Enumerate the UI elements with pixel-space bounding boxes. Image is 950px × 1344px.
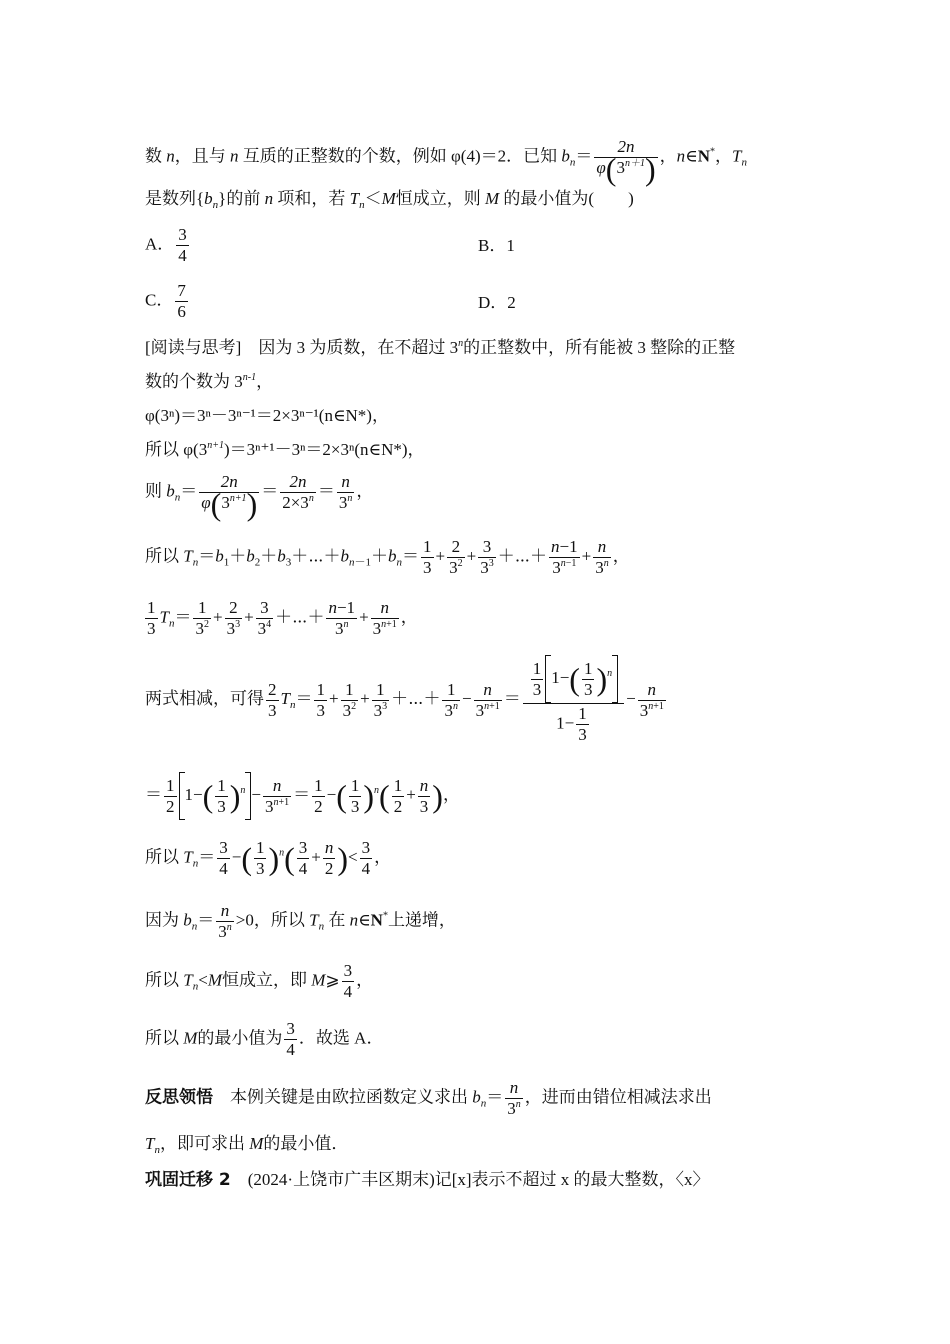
reflection-heading: 反思领悟: [145, 1087, 213, 1108]
reflection-line-2: $T_n$，即可求出 M的最小值．: [145, 1134, 349, 1156]
sub-n: n: [212, 199, 219, 211]
fraction: $\frac{3}{4}$: [361, 838, 371, 878]
numerator: n: [593, 537, 611, 558]
analysis-line-12: 所以 $T_n<M$恒成立，即 M⩾ $\frac{3}{4}$ ，: [145, 961, 374, 1001]
fraction: $\frac{1}{3^2}$: [195, 598, 209, 638]
paren: (: [605, 151, 617, 188]
sub-n: n: [359, 199, 365, 211]
text-run: 的最小值为: [197, 1028, 283, 1048]
numerator: 2n: [199, 472, 259, 493]
text-run: 的正整数中，所有能被 3 整除的正整: [463, 338, 736, 357]
denominator: 3: [423, 558, 432, 577]
text-run: 因为: [145, 910, 179, 930]
fraction: $\frac{2}{3^3}$: [226, 598, 241, 638]
option-label: B．: [478, 236, 507, 255]
var-b: b: [166, 481, 175, 501]
problem-line-1: 数 n，且与 n 互质的正整数的个数，例如 φ(4)＝2．已知 $b_n=$ $\frac{2n}{\varphi(3^{n+1})}$ ，n∈N*，$T_n$: [145, 137, 747, 188]
lt: ＜: [364, 189, 382, 208]
option-label: A．: [145, 234, 175, 254]
denominator: $3^{n-1}$: [552, 558, 577, 577]
text-run: 项和，若: [277, 189, 346, 208]
option-value: 2: [507, 293, 516, 312]
phi-formula: φ(3ⁿ)＝3ⁿ－3ⁿ⁻¹＝2×3ⁿ⁻¹(n∈N*)，: [145, 406, 389, 425]
var-M: M: [484, 189, 500, 208]
var-b: b: [204, 189, 213, 208]
star: *: [709, 146, 715, 158]
option-b[interactable]: [478, 235, 515, 257]
equals: ＝: [575, 146, 593, 166]
consolidation-heading: 巩固迁移 2: [145, 1170, 231, 1190]
fraction: $\frac{n}{3^{n+1}}$: [372, 598, 397, 638]
num-text: 2n: [617, 137, 635, 156]
fraction: $\frac{1}{3^3}$: [373, 679, 388, 720]
text-run: ，进而由错位相减法求出: [524, 1087, 712, 1107]
text-run: 两式相减，可得: [145, 688, 264, 708]
exp: n-1: [242, 372, 257, 383]
fraction: [280, 472, 316, 513]
text-run: 互质的正整数的个数，例如: [242, 146, 447, 166]
option-value: 1: [506, 236, 515, 255]
fraction: $\frac{3}{4}$: [286, 1019, 295, 1059]
var-n: n: [166, 146, 175, 166]
sub-n: n: [192, 556, 199, 569]
text-run: (2024·上饶市广丰区期末)记[x]表示不超过 x 的最大整数，〈x〉: [230, 1170, 710, 1189]
sub-n: n: [174, 491, 181, 504]
text-run: 是数列{: [145, 189, 205, 208]
fraction: $\frac{3}{4}$: [219, 838, 228, 878]
fraction: $\frac{2}{3}$: [268, 679, 277, 720]
fraction: [447, 537, 465, 578]
text-run: }的前: [218, 189, 261, 208]
text-run: ．故选 A．: [298, 1028, 384, 1048]
denominator: $2\times 3^n$: [282, 493, 314, 512]
text-run: )＝3ⁿ⁺¹－3ⁿ＝2×3ⁿ(n∈N*)，: [223, 440, 425, 459]
denominator: 3$^n$: [338, 493, 353, 512]
base: 3: [616, 158, 625, 177]
fraction: $\frac{3}{3^4}$: [257, 598, 272, 638]
text-run: 所以 φ(3: [145, 440, 208, 459]
denominator: 6: [177, 302, 186, 321]
sub-n: n: [741, 156, 747, 169]
exp: n: [458, 338, 464, 349]
denominator: 3$^n$: [595, 558, 609, 577]
analysis-heading: [阅读与思考]: [145, 338, 242, 357]
analysis-line-11: 因为 $b_n=$ $\frac{n}{3^n}$ >0，所以 $T_n$ 在 n∈N*上递增，: [145, 901, 456, 941]
text-run: 的最小值．: [263, 1134, 349, 1153]
text-run: ．已知: [506, 146, 558, 166]
numerator: 7: [177, 281, 186, 300]
var-n: n: [676, 146, 686, 166]
analysis-line-13: 所以 M的最小值为 $\frac{3}{4}$ ．故选 A．: [145, 1019, 384, 1059]
text-run: 的最小值为( ): [503, 189, 634, 208]
consolidation-line: [145, 1169, 710, 1191]
fraction: [549, 537, 580, 578]
fraction: $\frac{n}{3^n}$: [507, 1078, 521, 1118]
text-run: 数的个数为 3: [145, 372, 243, 391]
analysis-line-3: [145, 405, 389, 427]
text-run: 数: [145, 146, 162, 166]
geometric-sum-fraction: $\frac{1}{3}$ 1−( $\frac{1}{3}$ )$^n$ 1− $\frac{1}{3}$: [523, 655, 624, 745]
var-M: M: [381, 189, 396, 208]
analysis-line-9: ＝ $\frac{1}{2}$ 1−( $\frac{1}{3}$ )$^n$ − $\frac{n}{3^{n+1}}$ ＝ $\frac{1}{2}$ −( $\frac{1}{3}$ )$^n$( $\frac{1}{2}$ + $\frac{n}{3}$ )，: [145, 772, 460, 820]
option-c[interactable]: [145, 281, 190, 322]
text-run: 所以: [145, 1028, 179, 1048]
problem-line-2: [145, 188, 634, 210]
analysis-line-5: 则 $b_n=$ $\frac{2n}{\varphi(3^{n+1})}$ ＝ $\frac{2n}{2\times 3^n}$ ＝ $\frac{n}{3^n}$ ，: [145, 472, 374, 523]
text-run: 所以: [145, 970, 179, 990]
option-label: C．: [145, 290, 174, 310]
text-run: 本例关键是由欧拉函数定义求出: [213, 1087, 468, 1107]
bn-definition-fraction: [594, 137, 657, 188]
text-run: ，即可求出: [159, 1134, 245, 1153]
analysis-line-7: $\frac{1}{3}$ $T_n=$ $\frac{1}{3^2}$ + $\frac{2}{3^3}$ + $\frac{3}{3^4}$ ＋⋯＋ $\frac{n-1}{3^n}$ + $\frac{n}{3^{n+1}}$ ，: [147, 598, 418, 638]
analysis-line-6: 所以 $T_n=b_1+b_2+b_3+\cdots+b_{n-1}+b_n=$ $\frac{1}{3}$ + $\frac{2}{3^2}$ + $\frac{3}{3^3}$ ＋⋯＋ $\frac{n-1}{3^{n-1}}$ + $\frac{n}{3^n}$ ，: [145, 537, 630, 577]
fraction: [421, 537, 434, 578]
denominator: $\varphi(3^{n+1})$: [201, 486, 258, 523]
numerator: 1: [423, 537, 432, 556]
text-run: 因为 3 为质数，在不超过 3: [241, 338, 459, 357]
denominator: 3: [147, 619, 156, 638]
option-fraction: [175, 281, 188, 322]
fraction: $\frac{1}{2}$: [166, 775, 175, 816]
exp: n+1: [207, 440, 224, 451]
text-run: ，且与: [174, 146, 226, 166]
analysis-line-4: [145, 439, 425, 461]
fraction: $\frac{n}{3^{n+1}}$: [265, 775, 290, 816]
text-run: 所以: [145, 847, 179, 867]
option-label: D．: [478, 293, 508, 312]
var-T: T: [183, 546, 193, 566]
fraction: $\frac{3}{4}$: [343, 961, 353, 1001]
text-run: ，: [256, 372, 274, 391]
analysis-line-2: [145, 371, 273, 393]
reflection-line-1: 反思领悟 本例关键是由欧拉函数定义求出 $b_n=$ $\frac{n}{3^n}$ ，进而由错位相减法求出: [145, 1078, 712, 1118]
numerator: 1: [147, 598, 156, 617]
denominator: $3^3$: [480, 558, 494, 577]
fraction: $\frac{n}{3^n}$: [218, 901, 232, 941]
text-run: 恒成立，即: [221, 970, 307, 990]
fraction: $\frac{1}{2}$: [314, 775, 323, 816]
var-T: T: [731, 146, 742, 166]
fraction: $\frac{1}{3^n}$: [444, 679, 458, 720]
fraction: $\frac{n-1}{3^n}$: [328, 598, 356, 638]
sub-n: n: [569, 156, 576, 169]
phi: φ: [596, 158, 606, 177]
denominator: [594, 151, 657, 188]
option-fraction: [176, 225, 189, 266]
analysis-line-8: 两式相减，可得 $\frac{2}{3}$ $T_n=$ $\frac{1}{3}$ + $\frac{1}{3^2}$ + $\frac{1}{3^3}$ ＋⋯＋ $\frac{1}{3^n}$ − $\frac{n}{3^{n+1}}$ ＝ $\frac{1}{3}$ 1−( $\frac{1}{3}$ )$^n$ 1− $\frac{1}{3}$ − $\frac{n}{3^{n+1}}$: [145, 655, 668, 745]
denominator: $3^2$: [449, 558, 463, 577]
example-value: φ(4)＝2: [451, 146, 507, 166]
text-run: ，: [659, 146, 677, 166]
fraction: $\frac{n}{3^{n+1}}$: [475, 679, 500, 720]
fraction: $\frac{1}{3}$: [316, 679, 325, 720]
text-run: 所以: [145, 546, 179, 566]
fraction: $\frac{n}{3^{n+1}}$: [639, 679, 664, 720]
numerator: 3: [178, 225, 187, 244]
text-run: 则: [145, 481, 162, 501]
fraction: [199, 472, 259, 523]
numerator: n−1: [551, 537, 578, 556]
text-run: 上递增，: [387, 910, 456, 930]
var-n: n: [264, 189, 274, 208]
var-n: n: [230, 146, 239, 166]
analysis-line-1: [145, 337, 735, 359]
fraction: [593, 537, 611, 578]
numerator: 2: [447, 537, 465, 558]
paren: ): [644, 151, 656, 188]
option-d[interactable]: [478, 292, 516, 314]
var-T: T: [349, 189, 360, 208]
fraction: [145, 598, 158, 639]
analysis-line-10: 所以 $T_n=$ $\frac{3}{4}$ −( $\frac{1}{3}$ )$^n$( $\frac{3}{4}$ + $\frac{n}{2}$ )< $\frac{3}{4}$ ，: [145, 838, 392, 878]
option-a[interactable]: [145, 225, 191, 266]
numerator: n: [337, 472, 355, 493]
set-N: N: [697, 146, 710, 166]
var-b: b: [561, 146, 570, 166]
exp: n＋1: [624, 158, 645, 169]
fraction: [337, 472, 355, 513]
numerator: 2n: [280, 472, 316, 493]
denominator: 4: [178, 246, 187, 265]
numerator: 3: [478, 537, 496, 558]
fraction: $\frac{1}{3^2}$: [342, 679, 357, 720]
fraction: [478, 537, 496, 578]
text-run: ，: [714, 146, 732, 166]
text-run: 恒成立，则: [395, 189, 481, 208]
